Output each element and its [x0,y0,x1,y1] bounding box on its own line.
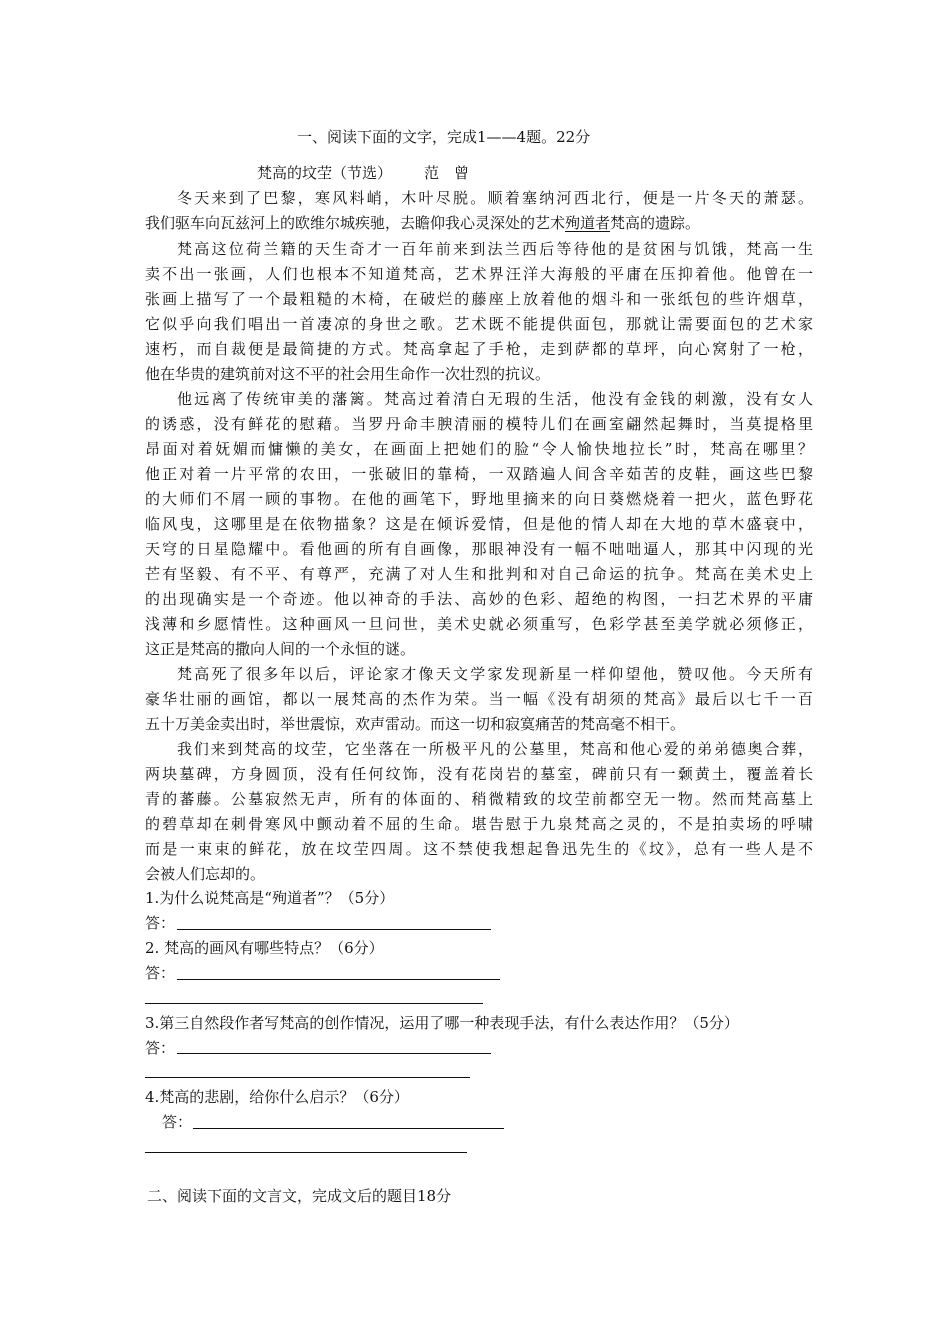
answer-label: 答： [145,964,176,982]
paragraph-2-line: 他在华贵的建筑前对这不平的社会用生命作一次壮烈的抗议。 [145,365,551,383]
paragraph-3-line: 他远离了传统审美的藩篱。梵高过着清白无瑕的生活，他没有金钱的刺激，没有女人 [177,390,813,408]
text-span: 梵高的遗踪。 [610,214,701,232]
paragraph-3-line: 的大师们不屑一顾的事物。在他的画笔下，野地里摘来的向日葵燃烧着一把火，蓝色野花 [145,490,813,508]
paragraph-2-line: 张画上描写了一个最粗糙的木椅，在破烂的藤座上放着他的烟斗和一张纸包的些许烟草， [145,290,813,308]
paragraph-5-line: 会被人们忘却的。 [145,865,266,883]
paragraph-2-line: 它似乎向我们唱出一首凄凉的身世之歌。艺术既不能提供面包，那就让需要面包的艺术家 [145,315,813,333]
paragraph-4-line: 五十万美金卖出时，举世震惊，欢声雷动。而这一切和寂寞痛苦的梵高毫不相干。 [145,715,686,733]
paragraph-4-line: 豪华壮丽的画馆，都以一展梵高的杰作为荣。当一幅《没有胡须的梵高》最后以七千一百 [145,690,813,708]
paragraph-2-line: 卖不出一张画，人们也根本不知道梵高，艺术界汪洋大海般的平庸在压抑着他。他曾在一 [145,265,813,283]
article-title: 梵高的坟茔（节选） [257,164,393,182]
question-3: 3.第三自然段作者写梵高的创作情况，运用了哪一种表现手法，有什么表达作用？（5分） [145,1014,739,1032]
answer-line[interactable] [193,1128,504,1129]
answer-line[interactable] [145,1077,470,1078]
paragraph-1-line: 冬天来到了巴黎，寒风料峭，木叶尽脱。顺着塞纳河西北行，便是一片冬天的萧瑟。 [177,189,813,207]
paragraph-5-line: 我们来到梵高的坟茔，它坐落在一所极平凡的公墓里，梵高和他心爱的弟弟德奥合葬， [177,740,813,758]
paragraph-3-line: 浅薄和乡愿情性。这种画风一旦问世，美术史就必须重写，色彩学甚至美学就必须修正， [145,615,813,633]
underlined-term: 殉道者 [565,214,611,232]
paragraph-2-line: 速朽，而自裁便是最简捷的方式。梵高拿起了手枪，走到萨都的草坪，向心窝射了一枪， [145,340,813,358]
answer-label: 答： [145,1039,176,1057]
paragraph-2-line: 梵高这位荷兰籍的天生奇才一百年前来到法兰西后等待他的是贫困与饥饿，梵高一生 [177,240,813,258]
paragraph-3-line: 昂面对着妩媚而慵懒的美女，在画面上把她们的脸“令人愉快地拉长”时，梵高在哪里？ [145,440,813,458]
answer-line[interactable] [177,979,500,980]
question-2: 2. 梵高的画风有哪些特点？（6分） [145,939,384,957]
paragraph-3-line: 的诱惑，没有鲜花的慰藉。当罗丹命丰腴清丽的模特儿们在画室翩然起舞时，当莫提格里 [145,415,813,433]
answer-label: 答： [145,914,176,932]
answer-line[interactable] [145,1152,467,1153]
paragraph-3-line: 临风曳，这哪里是在依物描象？这是在倾诉爱情，但是他的情人却在大地的草木盛衰中， [145,515,813,533]
question-4: 4.梵高的悲剧，给你什么启示？（6分） [145,1088,409,1106]
paragraph-3-line: 他正对着一片平常的农田，一张破旧的靠椅，一双踏遍人间含辛茹苦的皮鞋，画这些巴黎 [145,465,813,483]
answer-line[interactable] [145,1003,483,1004]
section-heading: 一、阅读下面的文字，完成1——4题。22分 [297,128,591,146]
article-author: 范 曾 [424,164,470,182]
section-2-heading: 二、阅读下面的文言文，完成文后的题目18分 [147,1187,452,1205]
answer-label: 答： [162,1113,193,1131]
answer-line[interactable] [177,929,491,930]
paragraph-5-line: 两块墓碑，方身圆顶，没有任何纹饰，没有花岗岩的墓室，碑前只有一颡黄土，覆盖着长 [145,765,813,783]
paragraph-5-line: 而是一束束的鲜花，放在坟茔四周。这不禁使我想起鲁迅先生的《坟》，总有一些人是不 [145,840,813,858]
question-1: 1.为什么说梵高是“殉道者”？（5分） [145,889,395,907]
paragraph-5-line: 青的蕃藤。公墓寂然无声，所有的体面的、稍微精致的坟茔前都空无一物。然而梵高墓上 [145,790,813,808]
paragraph-3-line: 这正是梵高的撒向人间的一个永恒的谜。 [145,640,416,658]
paragraph-3-line: 芒有坚毅、有不平、有尊严，充满了对人生和批判和对自己命运的抗争。梵高在美术史上 [145,565,813,583]
text-span: 我们驱车向瓦兹河上的欧维尔城疾驰，去瞻仰我心灵深处的艺术 [145,214,566,232]
paragraph-3-line: 的出现确实是一个奇迹。他以神奇的手法、高妙的色彩、超绝的构图，一扫艺术界的平庸 [145,590,813,608]
paragraph-1-line [145,213,700,233]
paragraph-4-line: 梵高死了很多年以后，评论家才像天文学家发现新星一样仰望他，赞叹他。今天所有 [177,665,813,683]
paragraph-5-line: 的碧草却在刺骨寒风中颤动着不屈的生命。堪告慰于九泉梵高之灵的，不是拍卖场的呼啸 [145,815,813,833]
answer-line[interactable] [177,1053,491,1054]
paragraph-3-line: 天穹的日星隐耀中。看他画的所有自画像，那眼神没有一幅不咄咄逼人，那其中闪现的光 [145,540,813,558]
